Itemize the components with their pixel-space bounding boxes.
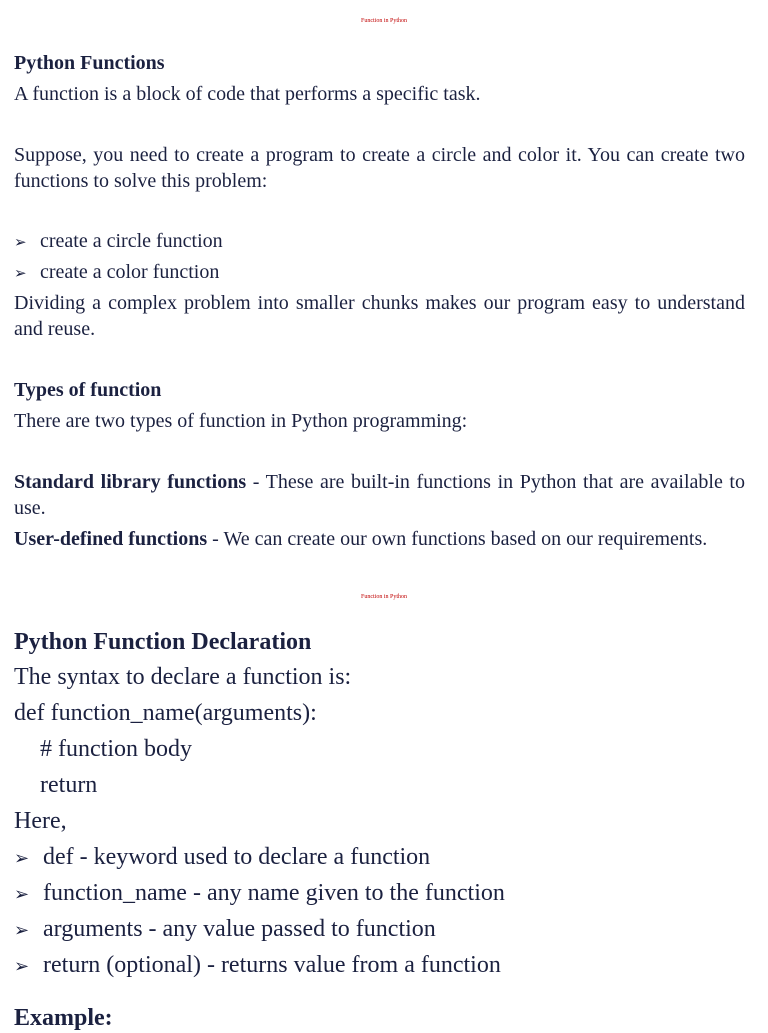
- section-heading-declaration: Python Function Declaration: [14, 629, 312, 655]
- list-item: [14, 259, 745, 286]
- running-header: Function in Python: [360, 594, 407, 600]
- arrow-bullet-icon: ➢: [14, 264, 27, 282]
- standard-library-term: Standard library functions: [14, 471, 247, 493]
- arrow-bullet-icon: ➢: [14, 848, 30, 869]
- user-defined-description: - We can create our own functions based on our requirements.: [207, 528, 708, 550]
- intro-paragraph: A function is a block of code that performs a specific task.: [14, 83, 481, 105]
- arrow-bullet-icon: ➢: [14, 233, 27, 251]
- list-item-text: arguments - any value passed to function: [43, 916, 436, 942]
- dividing-paragraph: Dividing a complex problem into smaller chunks makes our program easy to understand and reuse.: [14, 292, 745, 340]
- standard-library-description: - These are built-in functions in Python that are available to use.: [14, 471, 745, 519]
- code-line-body: # function body: [40, 736, 192, 762]
- list-item: [14, 839, 745, 877]
- list-item: [14, 911, 745, 949]
- list-item-text: create a circle function: [40, 230, 223, 252]
- section-heading-python-functions: Python Functions: [14, 52, 165, 74]
- arrow-bullet-icon: ➢: [14, 956, 30, 977]
- syntax-intro: The syntax to declare a function is:: [14, 664, 352, 690]
- standard-library-paragraph: [14, 469, 745, 521]
- user-defined-paragraph: [14, 526, 745, 552]
- suppose-paragraph: Suppose, you need to create a program to create a circle and color it. You can create two functions to solve this problem:: [14, 144, 745, 192]
- code-line-return: return: [40, 772, 98, 798]
- here-label: Here,: [14, 808, 67, 834]
- code-line-def: def function_name(arguments):: [14, 700, 317, 726]
- example-heading: Example:: [14, 1005, 113, 1031]
- running-header: Function in Python: [360, 18, 407, 24]
- types-intro-paragraph: There are two types of function in Python programming:: [14, 410, 468, 432]
- list-item-text: function_name - any name given to the function: [43, 880, 505, 906]
- arrow-bullet-icon: ➢: [14, 920, 30, 941]
- user-defined-term: User-defined functions: [14, 528, 208, 550]
- list-item: [14, 228, 745, 255]
- section-heading-types: Types of function: [14, 379, 162, 401]
- list-item-text: return (optional) - returns value from a function: [43, 952, 501, 978]
- list-item: [14, 875, 745, 913]
- arrow-bullet-icon: ➢: [14, 884, 30, 905]
- list-item: [14, 947, 745, 985]
- list-item-text: def - keyword used to declare a function: [43, 844, 431, 870]
- list-item-text: create a color function: [40, 261, 220, 283]
